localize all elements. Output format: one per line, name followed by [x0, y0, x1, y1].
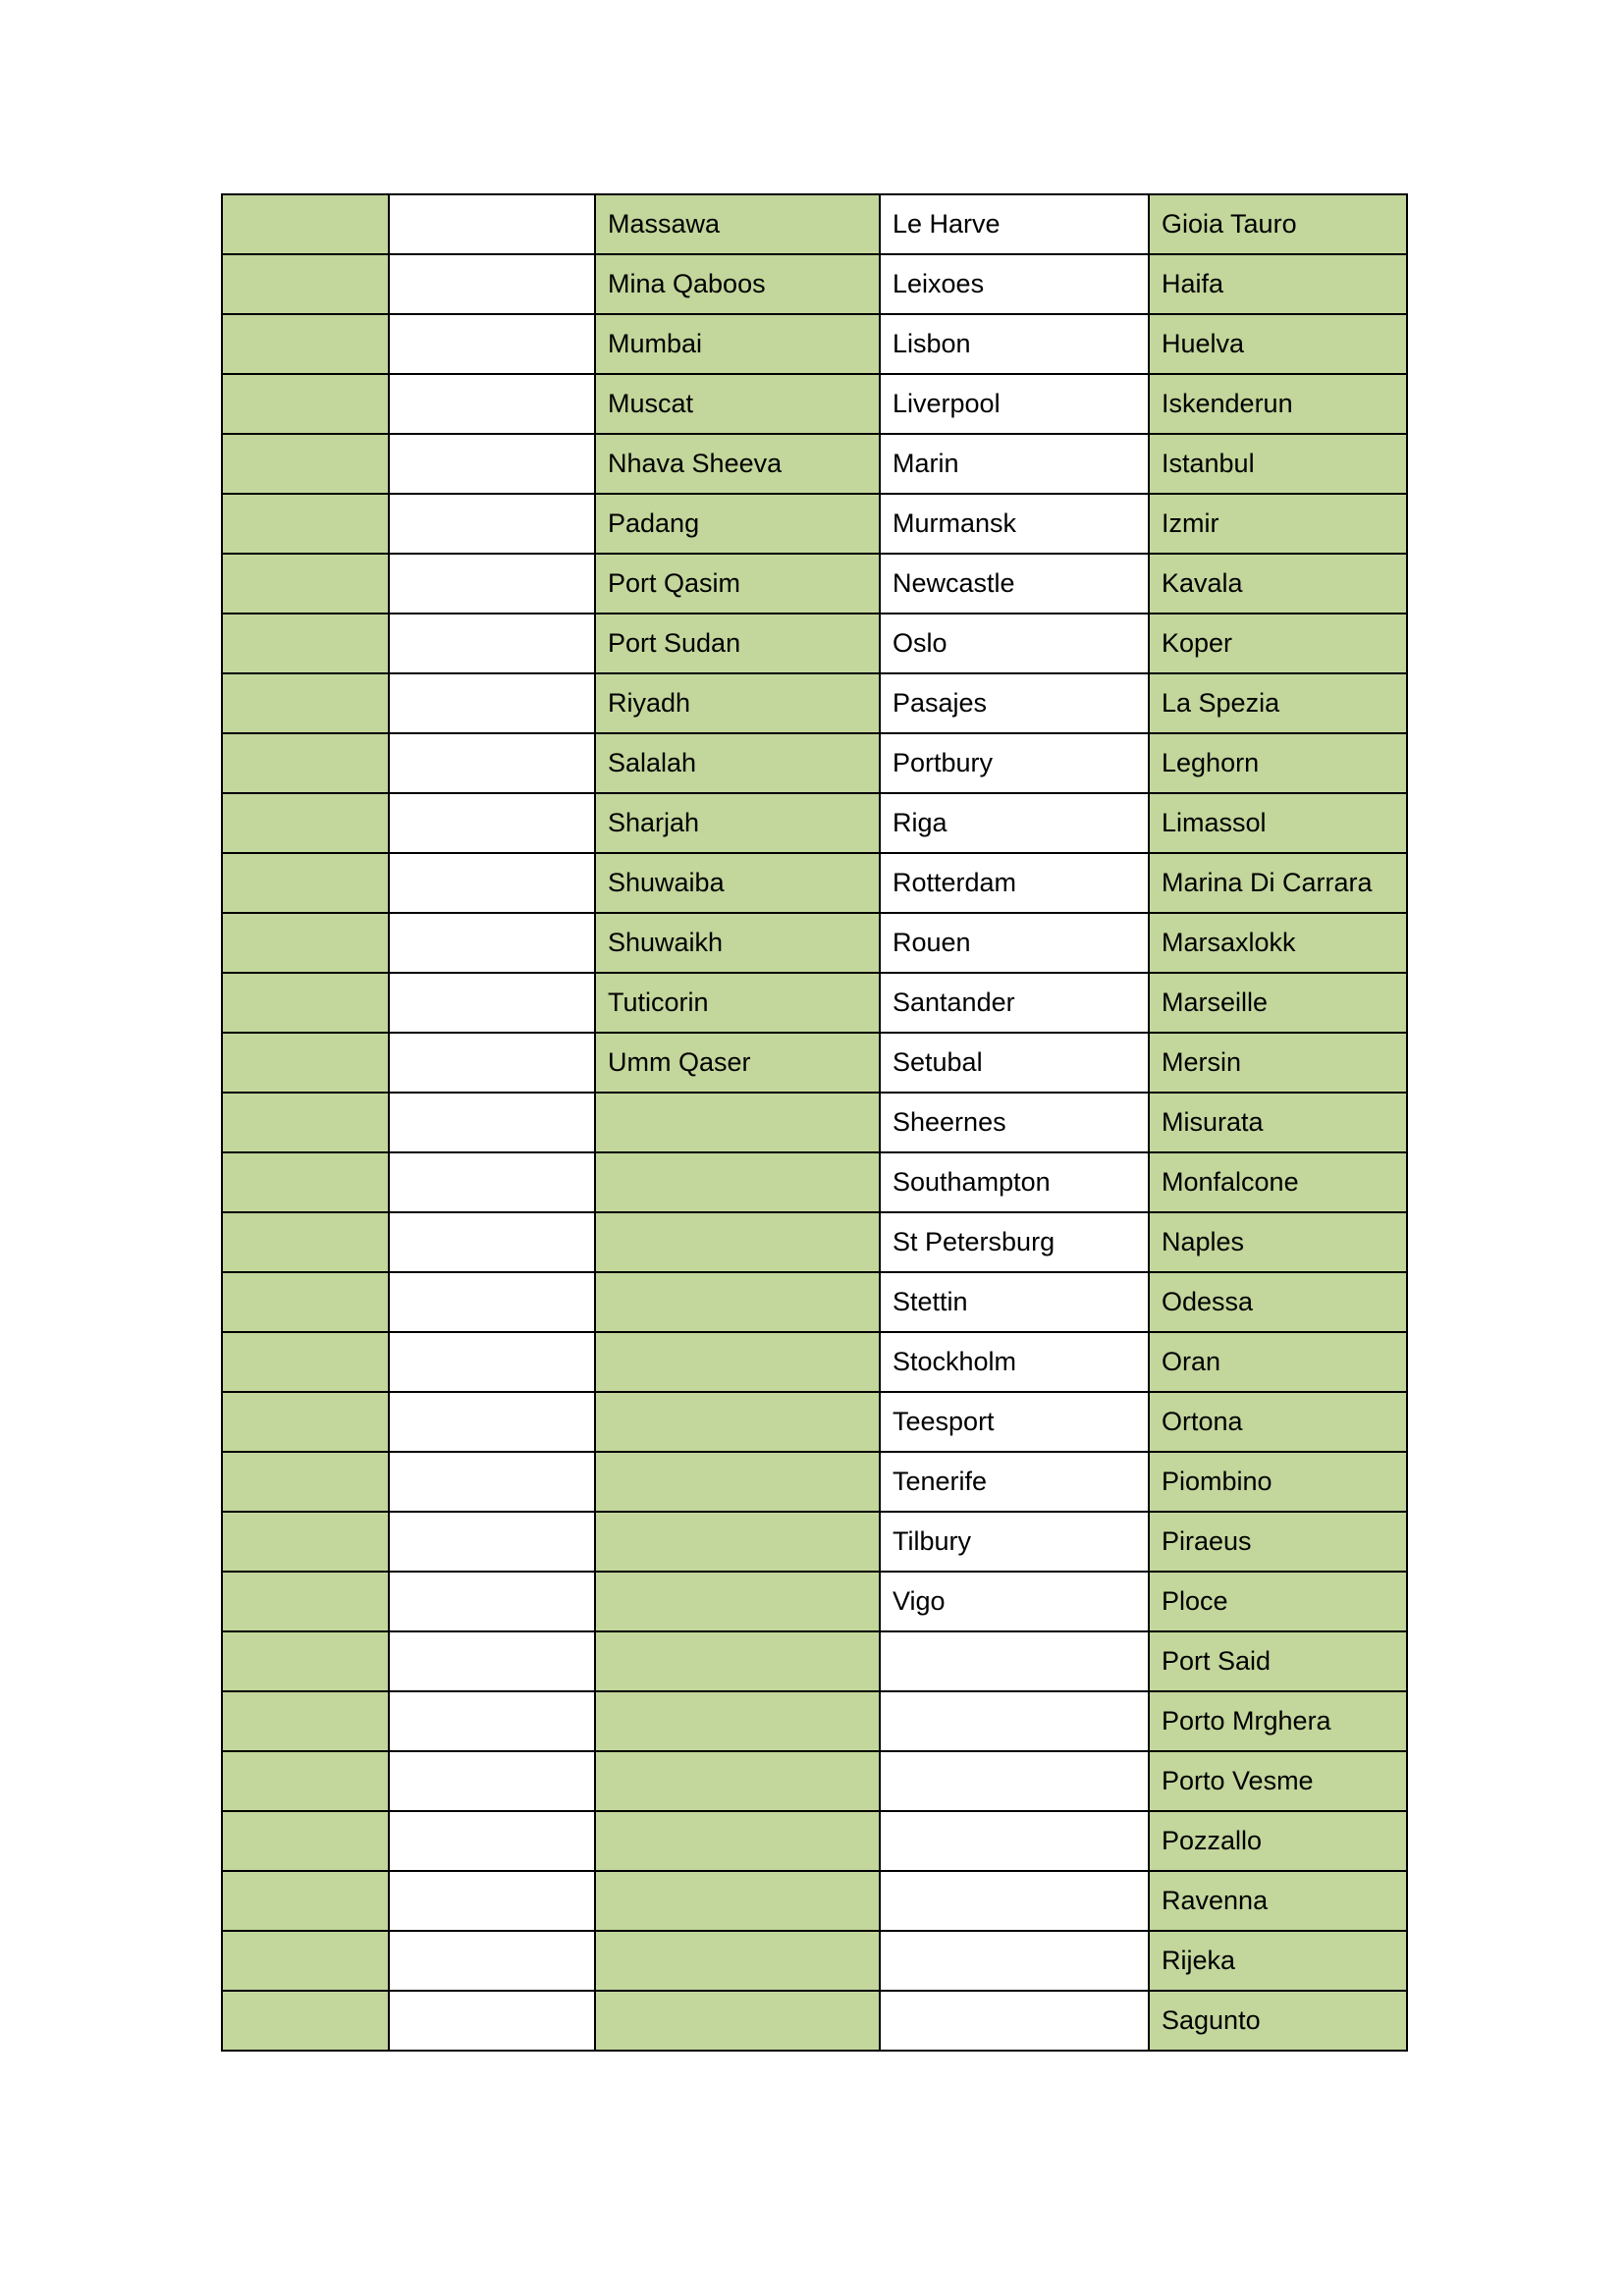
- table-row: [222, 793, 1407, 853]
- table-cell-column-4-row-6: Murmansk: [880, 494, 1149, 554]
- table-cell-column-5-row-23: Piraeus: [1149, 1512, 1407, 1572]
- table-cell-column-3-row-16: [595, 1093, 880, 1152]
- table-row: [222, 254, 1407, 314]
- table-cell-column-3-row-3: Mumbai: [595, 314, 880, 374]
- table-cell-column-1-row-28: [222, 1811, 389, 1871]
- table-cell-column-5-row-27: Porto Vesme: [1149, 1751, 1407, 1811]
- table-row: [222, 853, 1407, 913]
- ports-table: [221, 193, 1408, 2052]
- table-cell-column-3-row-23: [595, 1512, 880, 1572]
- table-cell-column-4-row-24: Vigo: [880, 1572, 1149, 1631]
- table-cell-column-5-row-6: Izmir: [1149, 494, 1407, 554]
- table-cell-column-1-row-5: [222, 434, 389, 494]
- table-cell-column-3-row-10: Salalah: [595, 733, 880, 793]
- table-row: [222, 913, 1407, 973]
- table-cell-column-1-row-17: [222, 1152, 389, 1212]
- table-cell-column-2-row-1: [389, 194, 595, 254]
- table-cell-column-2-row-22: [389, 1452, 595, 1512]
- table-row: [222, 1392, 1407, 1452]
- table-cell-column-5-row-30: Rijeka: [1149, 1931, 1407, 1991]
- table-cell-column-1-row-30: [222, 1931, 389, 1991]
- table-cell-column-1-row-25: [222, 1631, 389, 1691]
- table-row: [222, 973, 1407, 1033]
- table-cell-column-5-row-14: Marseille: [1149, 973, 1407, 1033]
- table-cell-column-1-row-7: [222, 554, 389, 614]
- table-row: [222, 1691, 1407, 1751]
- table-cell-column-3-row-24: [595, 1572, 880, 1631]
- table-cell-column-3-row-28: [595, 1811, 880, 1871]
- table-cell-column-2-row-10: [389, 733, 595, 793]
- table-cell-column-2-row-8: [389, 614, 595, 673]
- table-cell-column-1-row-23: [222, 1512, 389, 1572]
- table-row: [222, 1811, 1407, 1871]
- table-cell-column-2-row-31: [389, 1991, 595, 2051]
- table-row: [222, 554, 1407, 614]
- table-cell-column-4-row-7: Newcastle: [880, 554, 1149, 614]
- table-cell-column-1-row-31: [222, 1991, 389, 2051]
- table-cell-column-3-row-5: Nhava Sheeva: [595, 434, 880, 494]
- table-cell-column-2-row-15: [389, 1033, 595, 1093]
- table-cell-column-2-row-26: [389, 1691, 595, 1751]
- table-cell-column-5-row-3: Huelva: [1149, 314, 1407, 374]
- table-cell-column-4-row-9: Pasajes: [880, 673, 1149, 733]
- table-row: [222, 1572, 1407, 1631]
- table-cell-column-4-row-19: Stettin: [880, 1272, 1149, 1332]
- table-cell-column-3-row-26: [595, 1691, 880, 1751]
- table-cell-column-5-row-10: Leghorn: [1149, 733, 1407, 793]
- table-cell-column-3-row-31: [595, 1991, 880, 2051]
- table-row: [222, 1751, 1407, 1811]
- ports-table-body: [222, 194, 1407, 2051]
- table-cell-column-4-row-13: Rouen: [880, 913, 1149, 973]
- table-row: [222, 1332, 1407, 1392]
- table-cell-column-4-row-3: Lisbon: [880, 314, 1149, 374]
- table-cell-column-1-row-12: [222, 853, 389, 913]
- table-cell-column-1-row-11: [222, 793, 389, 853]
- table-cell-column-2-row-14: [389, 973, 595, 1033]
- table-cell-column-5-row-2: Haifa: [1149, 254, 1407, 314]
- table-cell-column-1-row-29: [222, 1871, 389, 1931]
- table-cell-column-1-row-22: [222, 1452, 389, 1512]
- table-row: [222, 1212, 1407, 1272]
- table-row: [222, 194, 1407, 254]
- table-cell-column-2-row-4: [389, 374, 595, 434]
- table-cell-column-5-row-17: Monfalcone: [1149, 1152, 1407, 1212]
- table-cell-column-5-row-4: Iskenderun: [1149, 374, 1407, 434]
- table-row: [222, 673, 1407, 733]
- table-cell-column-3-row-19: [595, 1272, 880, 1332]
- table-row: [222, 1272, 1407, 1332]
- table-cell-column-4-row-1: Le Harve: [880, 194, 1149, 254]
- table-cell-column-2-row-28: [389, 1811, 595, 1871]
- table-cell-column-2-row-20: [389, 1332, 595, 1392]
- table-cell-column-4-row-28: [880, 1811, 1149, 1871]
- table-row: [222, 494, 1407, 554]
- table-cell-column-3-row-12: Shuwaiba: [595, 853, 880, 913]
- table-cell-column-2-row-17: [389, 1152, 595, 1212]
- table-cell-column-5-row-7: Kavala: [1149, 554, 1407, 614]
- table-cell-column-1-row-20: [222, 1332, 389, 1392]
- table-cell-column-1-row-24: [222, 1572, 389, 1631]
- table-cell-column-3-row-27: [595, 1751, 880, 1811]
- table-cell-column-4-row-20: Stockholm: [880, 1332, 1149, 1392]
- table-cell-column-2-row-24: [389, 1572, 595, 1631]
- table-cell-column-4-row-11: Riga: [880, 793, 1149, 853]
- table-cell-column-3-row-2: Mina Qaboos: [595, 254, 880, 314]
- table-cell-column-2-row-19: [389, 1272, 595, 1332]
- table-cell-column-3-row-13: Shuwaikh: [595, 913, 880, 973]
- table-row: [222, 434, 1407, 494]
- table-cell-column-3-row-7: Port Qasim: [595, 554, 880, 614]
- table-row: [222, 1631, 1407, 1691]
- table-cell-column-5-row-13: Marsaxlokk: [1149, 913, 1407, 973]
- table-cell-column-2-row-27: [389, 1751, 595, 1811]
- table-cell-column-5-row-31: Sagunto: [1149, 1991, 1407, 2051]
- table-cell-column-1-row-18: [222, 1212, 389, 1272]
- table-cell-column-3-row-30: [595, 1931, 880, 1991]
- table-cell-column-1-row-27: [222, 1751, 389, 1811]
- table-cell-column-5-row-24: Ploce: [1149, 1572, 1407, 1631]
- table-row: [222, 1033, 1407, 1093]
- table-cell-column-5-row-28: Pozzallo: [1149, 1811, 1407, 1871]
- table-cell-column-4-row-30: [880, 1931, 1149, 1991]
- table-cell-column-4-row-29: [880, 1871, 1149, 1931]
- table-cell-column-5-row-12: Marina Di Carrara: [1149, 853, 1407, 913]
- table-cell-column-3-row-9: Riyadh: [595, 673, 880, 733]
- table-cell-column-2-row-21: [389, 1392, 595, 1452]
- table-cell-column-4-row-21: Teesport: [880, 1392, 1149, 1452]
- table-cell-column-4-row-10: Portbury: [880, 733, 1149, 793]
- table-cell-column-5-row-16: Misurata: [1149, 1093, 1407, 1152]
- table-cell-column-1-row-14: [222, 973, 389, 1033]
- table-cell-column-2-row-29: [389, 1871, 595, 1931]
- table-cell-column-2-row-11: [389, 793, 595, 853]
- table-cell-column-3-row-8: Port Sudan: [595, 614, 880, 673]
- table-cell-column-5-row-21: Ortona: [1149, 1392, 1407, 1452]
- table-cell-column-2-row-9: [389, 673, 595, 733]
- table-cell-column-2-row-2: [389, 254, 595, 314]
- table-cell-column-4-row-4: Liverpool: [880, 374, 1149, 434]
- table-row: [222, 614, 1407, 673]
- table-cell-column-3-row-17: [595, 1152, 880, 1212]
- table-row: [222, 1452, 1407, 1512]
- table-cell-column-4-row-23: Tilbury: [880, 1512, 1149, 1572]
- table-cell-column-1-row-3: [222, 314, 389, 374]
- table-cell-column-5-row-11: Limassol: [1149, 793, 1407, 853]
- table-row: [222, 1152, 1407, 1212]
- table-cell-column-1-row-8: [222, 614, 389, 673]
- table-cell-column-4-row-18: St Petersburg: [880, 1212, 1149, 1272]
- table-cell-column-3-row-4: Muscat: [595, 374, 880, 434]
- table-cell-column-1-row-9: [222, 673, 389, 733]
- table-cell-column-4-row-16: Sheernes: [880, 1093, 1149, 1152]
- table-cell-column-2-row-18: [389, 1212, 595, 1272]
- table-cell-column-1-row-26: [222, 1691, 389, 1751]
- table-cell-column-4-row-12: Rotterdam: [880, 853, 1149, 913]
- table-cell-column-1-row-21: [222, 1392, 389, 1452]
- table-cell-column-4-row-8: Oslo: [880, 614, 1149, 673]
- table-cell-column-4-row-26: [880, 1691, 1149, 1751]
- table-row: [222, 314, 1407, 374]
- table-cell-column-5-row-1: Gioia Tauro: [1149, 194, 1407, 254]
- table-cell-column-3-row-15: Umm Qaser: [595, 1033, 880, 1093]
- table-cell-column-4-row-5: Marin: [880, 434, 1149, 494]
- table-cell-column-3-row-25: [595, 1631, 880, 1691]
- table-row: [222, 1512, 1407, 1572]
- table-cell-column-4-row-2: Leixoes: [880, 254, 1149, 314]
- table-cell-column-5-row-22: Piombino: [1149, 1452, 1407, 1512]
- table-cell-column-1-row-2: [222, 254, 389, 314]
- table-cell-column-4-row-25: [880, 1631, 1149, 1691]
- table-cell-column-3-row-22: [595, 1452, 880, 1512]
- table-cell-column-2-row-16: [389, 1093, 595, 1152]
- table-cell-column-4-row-14: Santander: [880, 973, 1149, 1033]
- table-cell-column-1-row-19: [222, 1272, 389, 1332]
- table-cell-column-2-row-23: [389, 1512, 595, 1572]
- table-cell-column-2-row-7: [389, 554, 595, 614]
- table-cell-column-1-row-10: [222, 733, 389, 793]
- table-row: [222, 1093, 1407, 1152]
- table-cell-column-5-row-26: Porto Mrghera: [1149, 1691, 1407, 1751]
- table-cell-column-4-row-27: [880, 1751, 1149, 1811]
- table-cell-column-2-row-25: [389, 1631, 595, 1691]
- table-cell-column-2-row-6: [389, 494, 595, 554]
- table-cell-column-1-row-4: [222, 374, 389, 434]
- table-row: [222, 733, 1407, 793]
- table-cell-column-2-row-3: [389, 314, 595, 374]
- table-cell-column-4-row-22: Tenerife: [880, 1452, 1149, 1512]
- table-cell-column-5-row-29: Ravenna: [1149, 1871, 1407, 1931]
- table-cell-column-3-row-29: [595, 1871, 880, 1931]
- table-cell-column-2-row-12: [389, 853, 595, 913]
- table-cell-column-5-row-18: Naples: [1149, 1212, 1407, 1272]
- table-cell-column-2-row-30: [389, 1931, 595, 1991]
- table-cell-column-5-row-25: Port Said: [1149, 1631, 1407, 1691]
- table-cell-column-1-row-15: [222, 1033, 389, 1093]
- table-cell-column-3-row-1: Massawa: [595, 194, 880, 254]
- table-cell-column-3-row-14: Tuticorin: [595, 973, 880, 1033]
- table-cell-column-5-row-8: Koper: [1149, 614, 1407, 673]
- table-cell-column-3-row-11: Sharjah: [595, 793, 880, 853]
- table-cell-column-5-row-5: Istanbul: [1149, 434, 1407, 494]
- table-cell-column-4-row-15: Setubal: [880, 1033, 1149, 1093]
- table-cell-column-1-row-16: [222, 1093, 389, 1152]
- table-cell-column-4-row-17: Southampton: [880, 1152, 1149, 1212]
- table-cell-column-1-row-13: [222, 913, 389, 973]
- table-cell-column-3-row-20: [595, 1332, 880, 1392]
- table-row: [222, 1931, 1407, 1991]
- table-cell-column-5-row-9: La Spezia: [1149, 673, 1407, 733]
- table-cell-column-3-row-21: [595, 1392, 880, 1452]
- table-row: [222, 1991, 1407, 2051]
- table-row: [222, 1871, 1407, 1931]
- table-row: [222, 374, 1407, 434]
- table-cell-column-2-row-5: [389, 434, 595, 494]
- table-cell-column-5-row-20: Oran: [1149, 1332, 1407, 1392]
- table-cell-column-1-row-6: [222, 494, 389, 554]
- table-cell-column-3-row-18: [595, 1212, 880, 1272]
- table-cell-column-1-row-1: [222, 194, 389, 254]
- table-cell-column-4-row-31: [880, 1991, 1149, 2051]
- table-cell-column-3-row-6: Padang: [595, 494, 880, 554]
- table-cell-column-5-row-19: Odessa: [1149, 1272, 1407, 1332]
- table-cell-column-5-row-15: Mersin: [1149, 1033, 1407, 1093]
- table-cell-column-2-row-13: [389, 913, 595, 973]
